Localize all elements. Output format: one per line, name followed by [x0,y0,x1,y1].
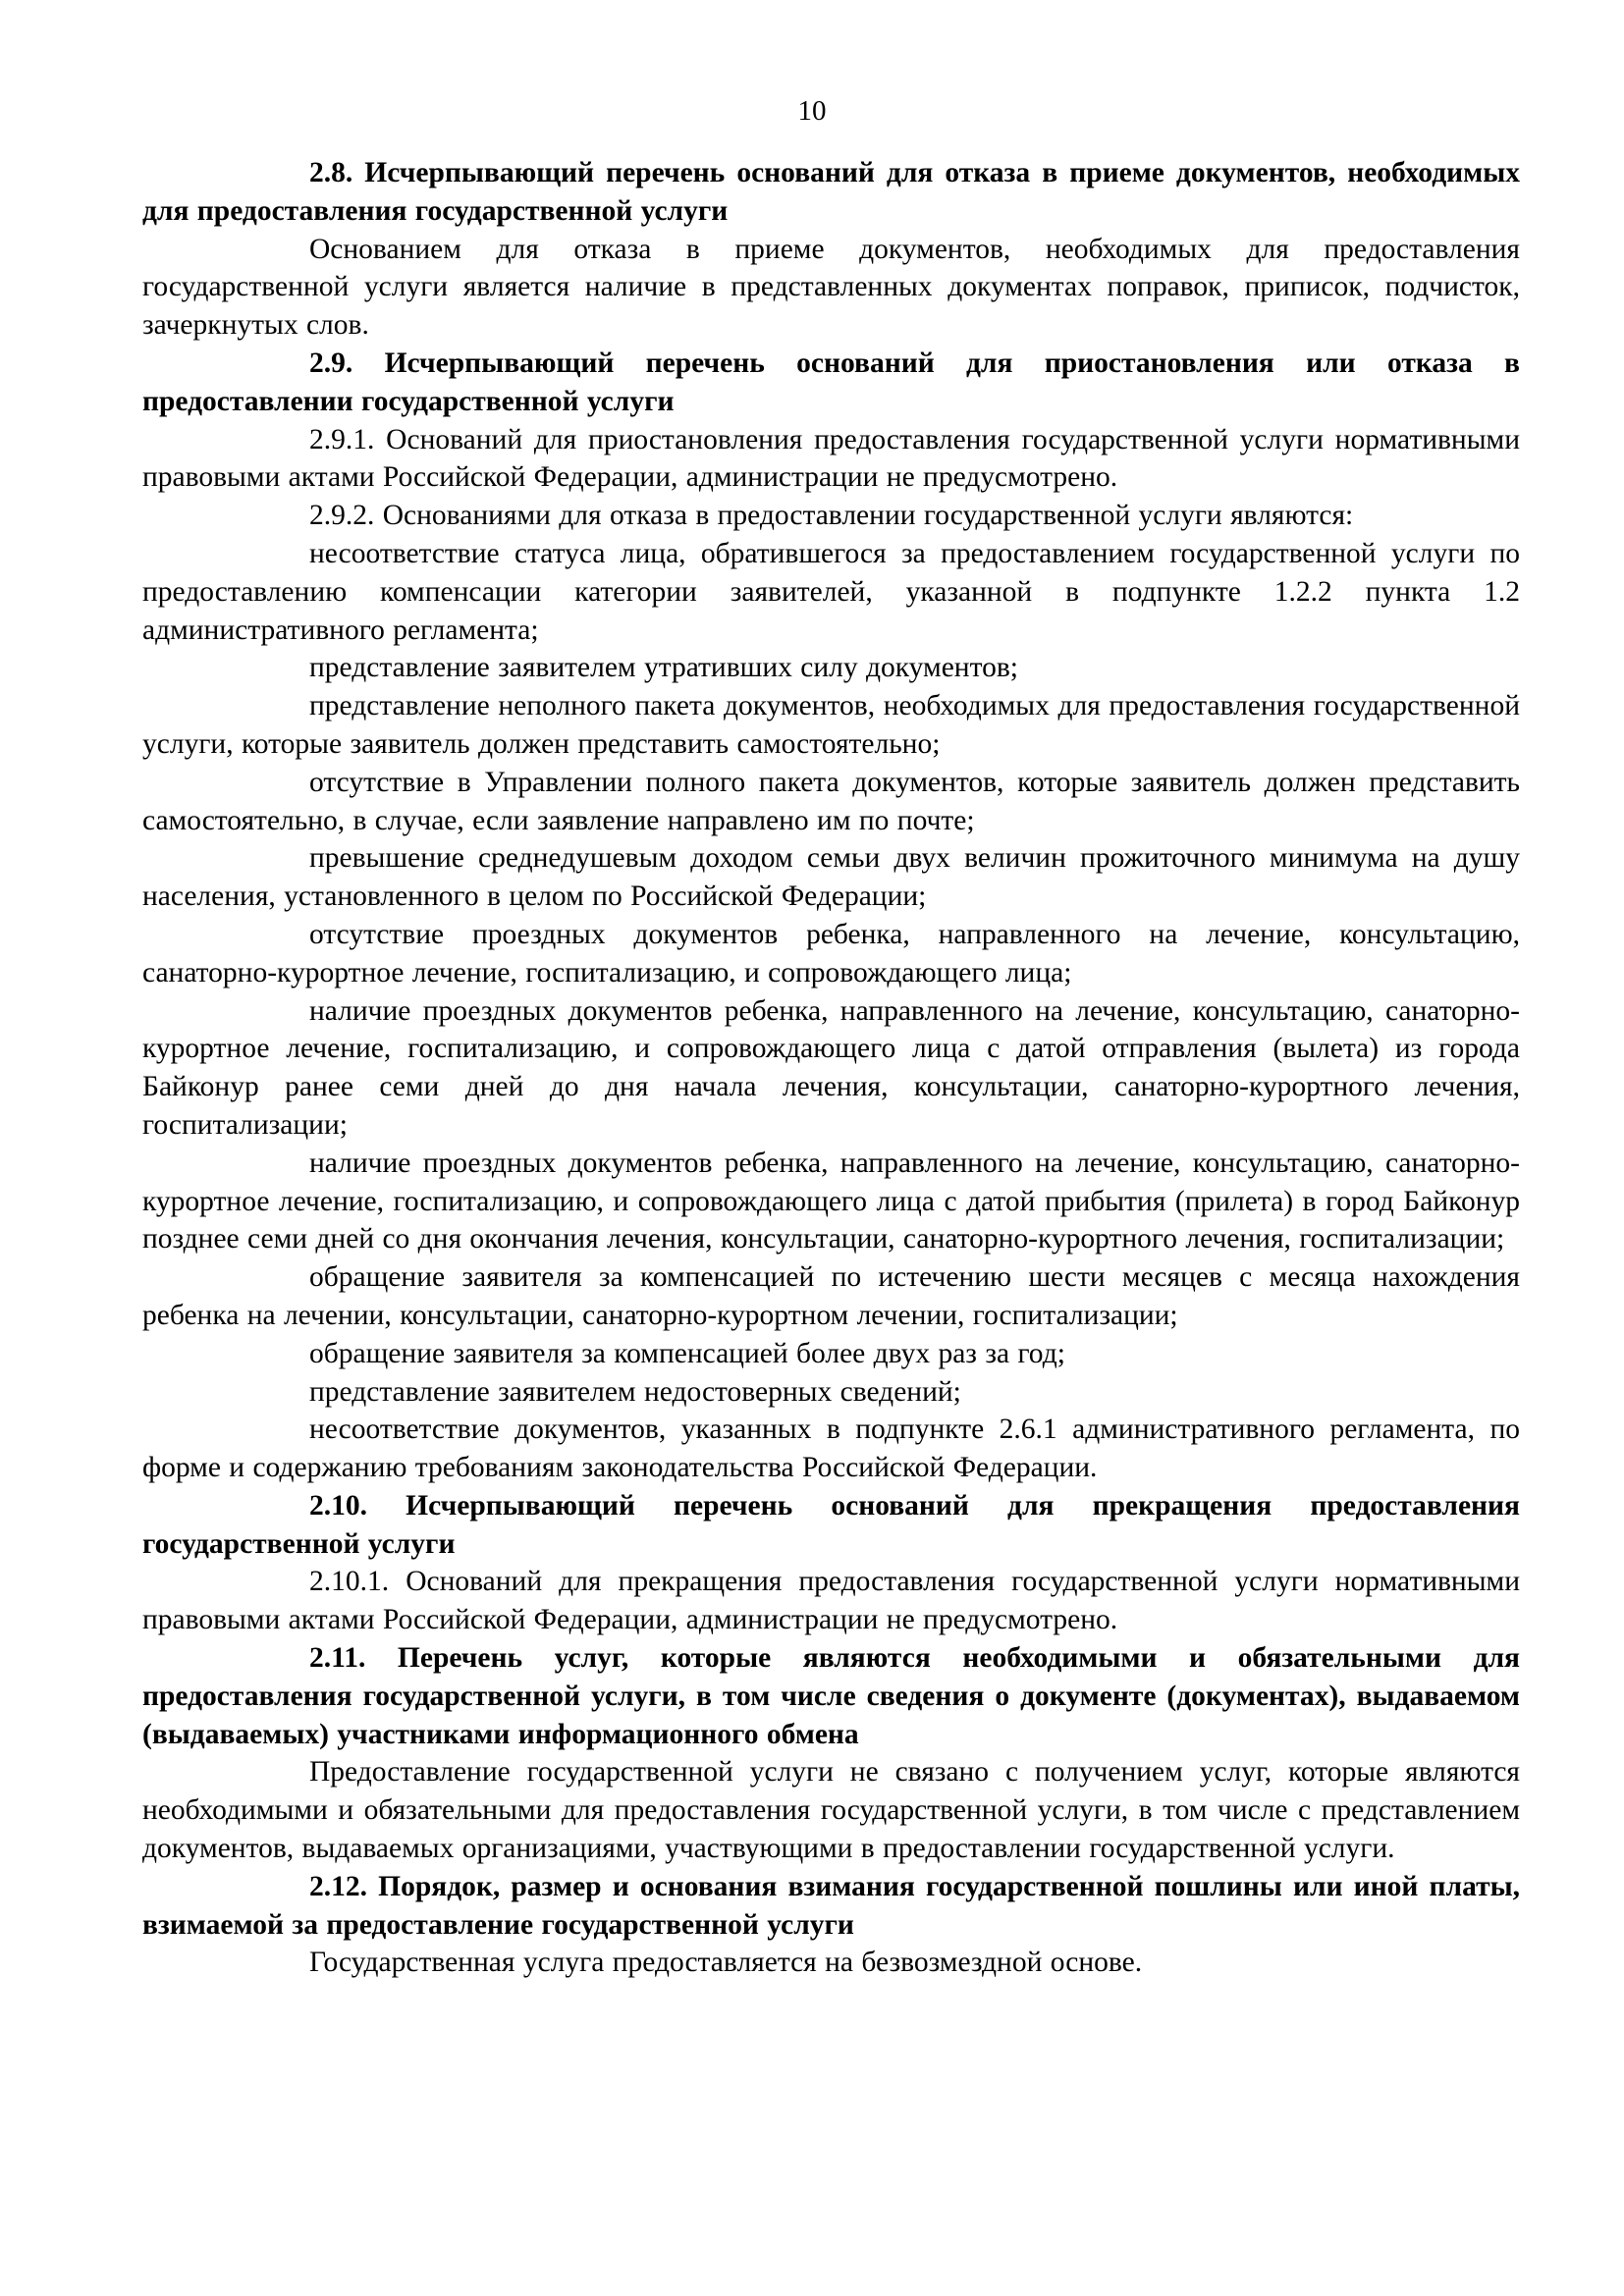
paragraph: обращение заявителя за компенсацией по истечению шести месяцев с месяца нахождения ребенка на лечении, консультации, санаторно-курортном лечении, госпитализации; [142,1261,1520,1331]
paragraph: наличие проездных документов ребенка, направленного на лечение, консультацию, санаторно-курортное лечение, госпитализацию, и сопровождающего лица с датой отправления (вылета) из города Байконур ранее семи дней до дня начала лечения, консультации, санаторно-курортного лечения, госпитализации; [142,994,1520,1141]
paragraph: наличие проездных документов ребенка, направленного на лечение, консультацию, санаторно-курортное лечение, госпитализацию, и сопровождающего лица с датой прибытия (прилета) в город Байконур позднее семи дней со дня окончания лечения, консультации, санаторно-курортного лечения, госпитализации; [142,1147,1520,1255]
paragraph: представление заявителем недостоверных сведений; [309,1375,961,1408]
page-number: 10 [797,95,827,127]
paragraph: отсутствие в Управлении полного пакета документов, которые заявитель должен представить самостоятельно, в случае, если заявление направлено им по почте; [142,766,1520,836]
paragraph: несоответствие документов, указанных в подпункте 2.6.1 административного регламента, по форме и содержанию требованиям законодательства Российской Федерации. [142,1414,1520,1484]
paragraph: 2.9.2. Основаниями для отказа в предоставлении государственной услуги являются: [309,500,1354,532]
section-heading: 2.11. Перечень услуг, которые являются необходимыми и обязательными для предоставления государственной услуги, в том числе сведения о документе (документах), выдаваемом (выдаваемых) участниками информационного обмена [142,1642,1520,1750]
paragraph: представление неполного пакета документов, необходимых для предоставления государственной услуги, которые заявитель должен представить самостоятельно; [142,690,1520,760]
paragraph: 2.9.1. Оснований для приостановления предоставления государственной услуги нормативными правовыми актами Российской Федерации, администрации не предусмотрено. [142,423,1520,494]
paragraph: несоответствие статуса лица, обратившегося за предоставлением государственной услуги по предоставлению компенсации категории заявителей, указанной в подпункте 1.2.2 пункта 1.2 административного регламента; [142,537,1520,646]
document-content [142,154,1520,1982]
section-heading: 2.10. Исчерпывающий перечень оснований для прекращения предоставления государственной услуги [142,1489,1520,1560]
paragraph: Предоставление государственной услуги не связано с получением услуг, которые являются необходимыми и обязательными для предоставления государственной услуги, в том числе с представлением документов, выдаваемых организациями, участвующими в предоставлении государственной услуги. [142,1756,1520,1865]
paragraph: представление заявителем утративших силу документов; [309,652,1018,684]
section-heading: 2.8. Исчерпывающий перечень оснований для отказа в приеме документов, необходимых для предоставления государственной услуги [142,157,1520,227]
paragraph: Основанием для отказа в приеме документов, необходимых для предоставления государственной услуги является наличие в представленных документах поправок, приписок, подчисток, зачеркнутых слов. [142,233,1520,342]
paragraph: обращение заявителя за компенсацией более двух раз за год; [309,1337,1065,1369]
section-heading: 2.9. Исчерпывающий перечень оснований для приостановления или отказа в предоставлении государственной услуги [142,347,1520,417]
paragraph: отсутствие проездных документов ребенка, направленного на лечение, консультацию, санаторно-курортное лечение, госпитализацию, и сопровождающего лица; [142,918,1520,988]
paragraph: превышение среднедушевым доходом семьи двух величин прожиточного минимума на душу населения, установленного в целом по Российской Федерации; [142,842,1520,913]
paragraph: Государственная услуга предоставляется на безвозмездной основе. [309,1947,1143,1979]
paragraph: 2.10.1. Оснований для прекращения предоставления государственной услуги нормативными правовыми актами Российской Федерации, администрации не предусмотрено. [142,1566,1520,1636]
section-heading: 2.12. Порядок, размер и основания взимания государственной пошлины или иной платы, взимаемой за предоставление государственной услуги [142,1870,1520,1941]
